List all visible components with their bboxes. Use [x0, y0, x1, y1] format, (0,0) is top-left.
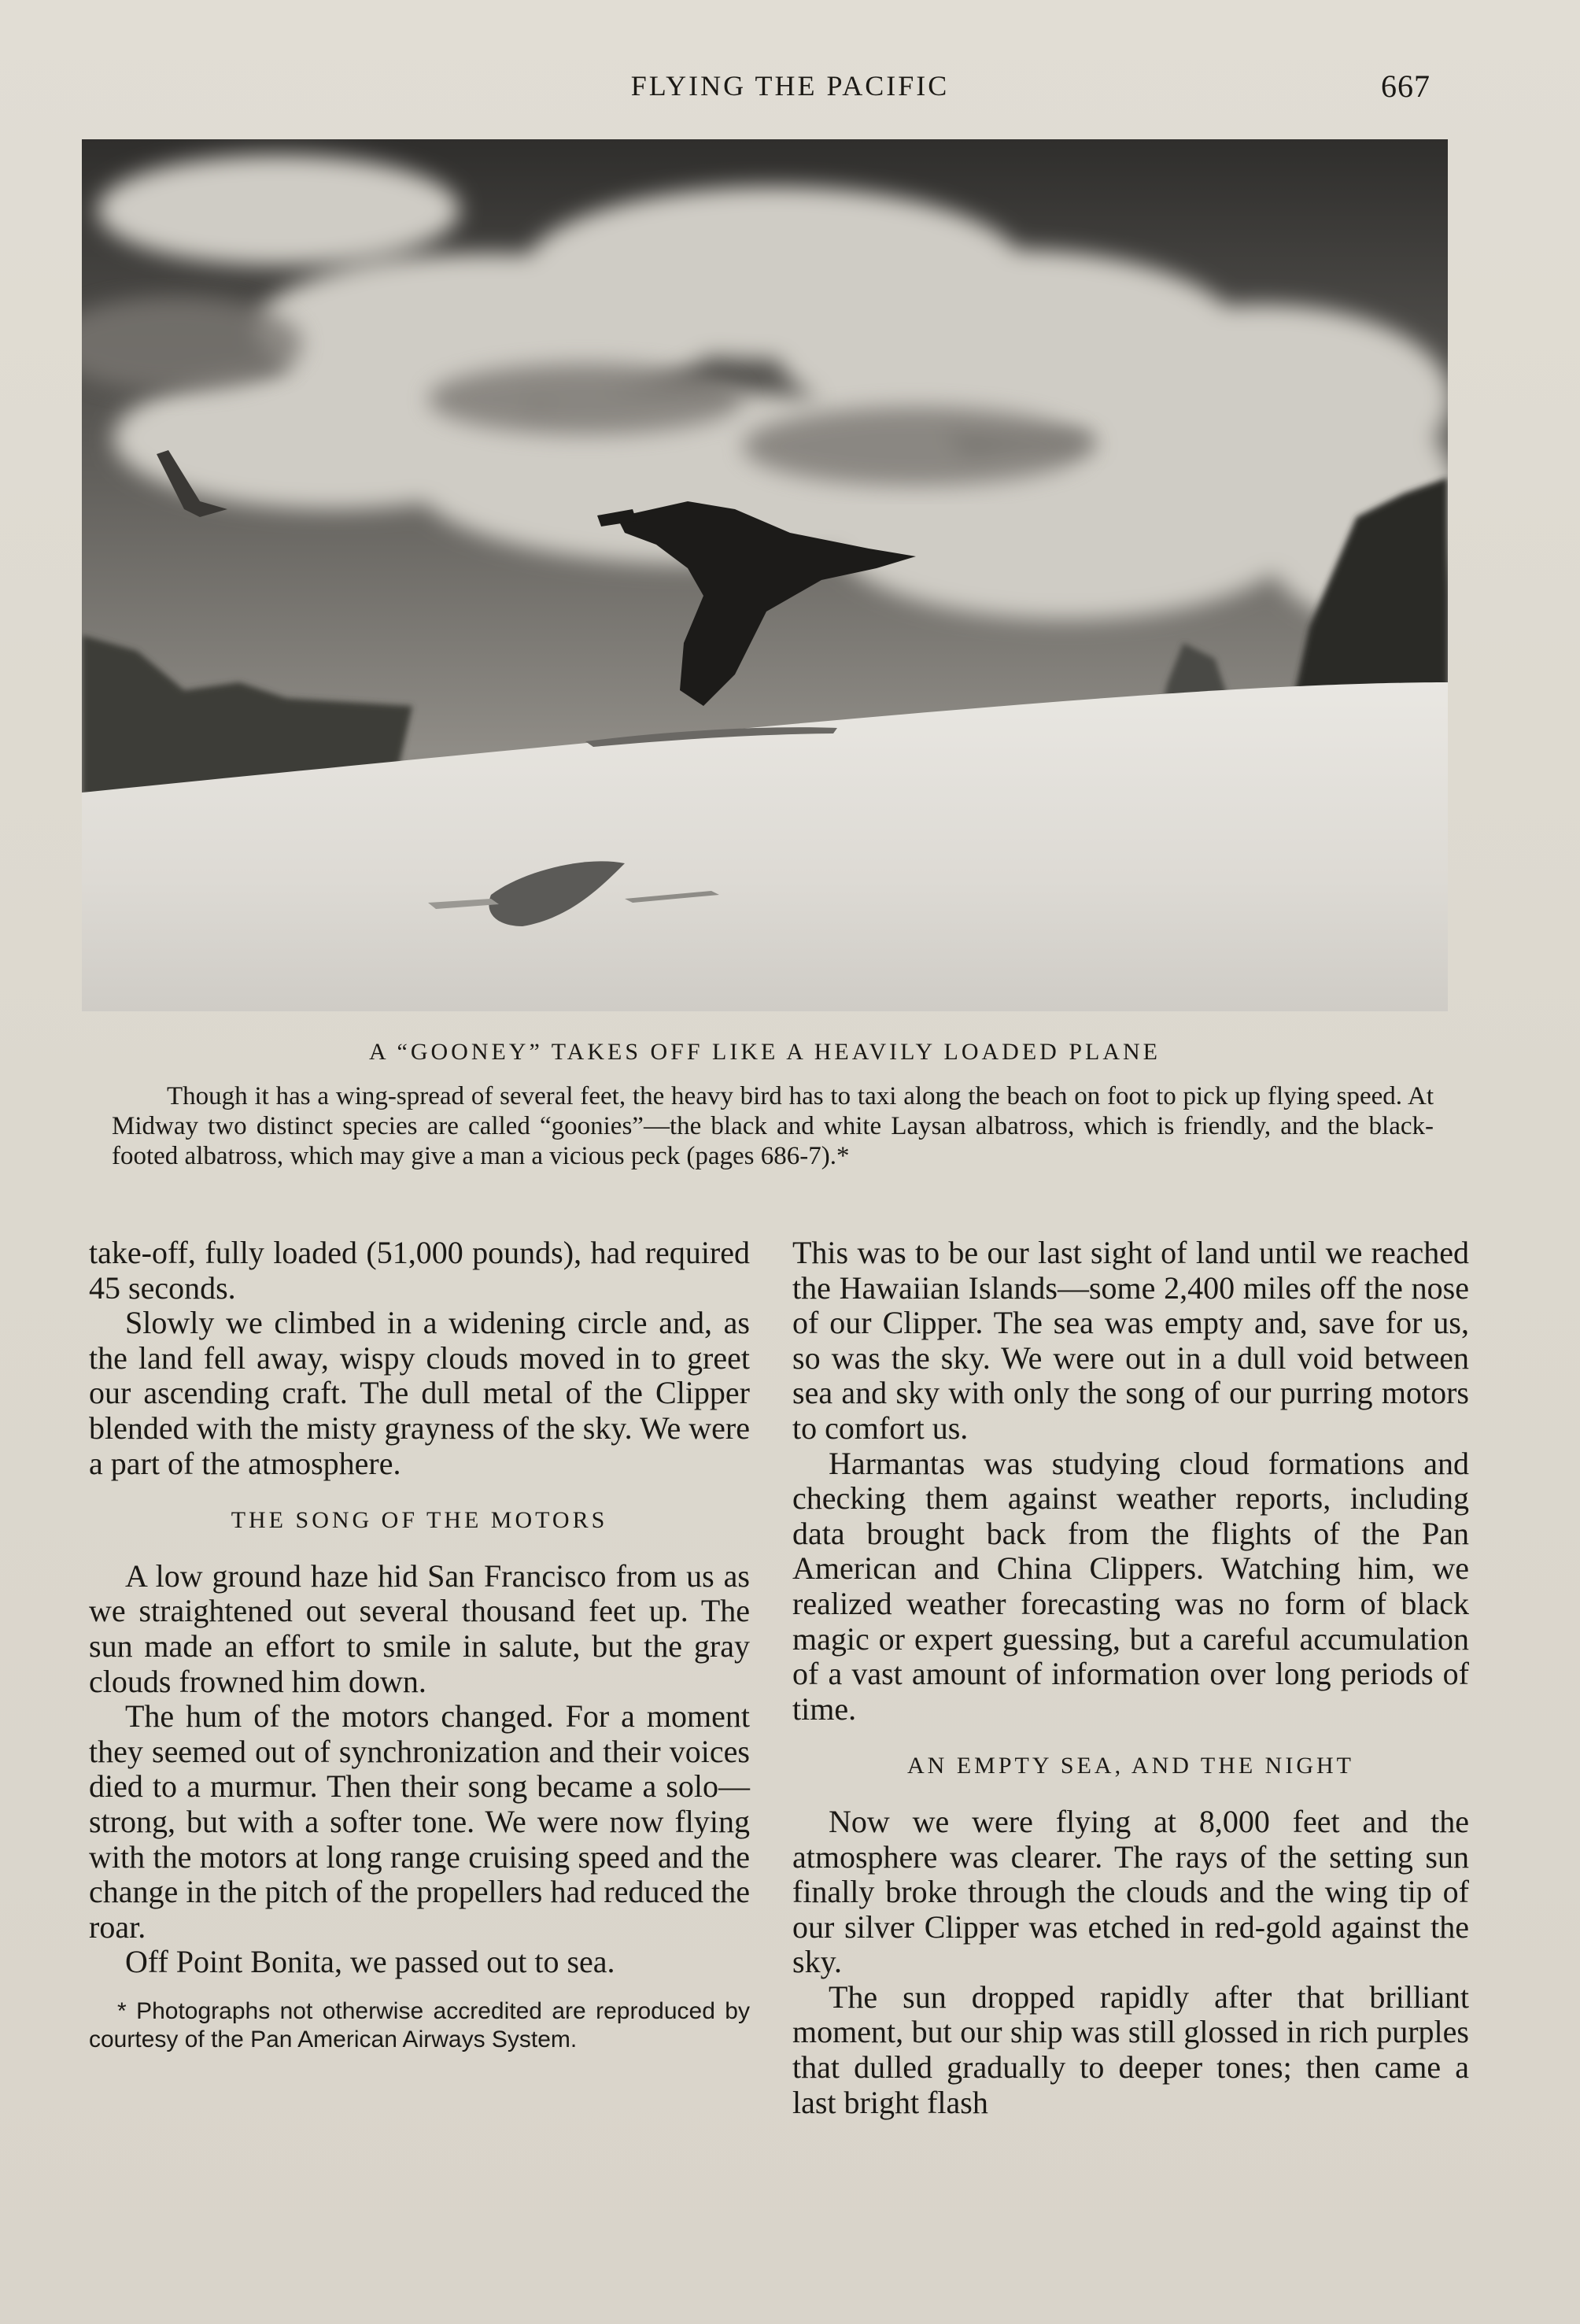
- paragraph: A low ground haze hid San Francisco from us as we straightened out several thousand feet up. The sun made an effort to smile in salute, but the gray clouds frowned him down.: [89, 1557, 750, 1699]
- caption-text: Though it has a wing-spread of several feet, the heavy bird has to taxi along the beach on foot to pick up flying speed. At Midway two distinct species are called “goonies”—the black and white Laysan albatross, which is friendly, and the black-footed albatross, which may give a man a vicious peck (pages 686-7).*: [112, 1082, 1434, 1170]
- section-heading: AN EMPTY SEA, AND THE NIGHT: [907, 1753, 1354, 1779]
- footnote: * Photographs not otherwise accredited are reproduced by courtesy of the Pan American Airways System.: [89, 1997, 750, 2052]
- paragraph: Off Point Bonita, we passed out to sea.: [125, 1944, 615, 1980]
- page-number: 667: [1381, 68, 1430, 104]
- paragraph: The sun dropped rapidly after that brilliant moment, but our ship was still glossed in rich purples that dulled gradually to deeper tones; then came a last bright flash: [792, 1979, 1469, 2120]
- paragraph: Slowly we climbed in a widening circle and, as the land fell away, wispy clouds moved in to greet our ascending craft. The dull metal of the Clipper blended with the misty grayness of the sky. We were a part of the atmosphere.: [89, 1305, 750, 1481]
- albatross-takeoff-image: [82, 139, 1448, 1011]
- left-column: [89, 1236, 750, 2054]
- figure-caption-body: [112, 1081, 1434, 1171]
- running-head: FLYING THE PACIFIC: [630, 70, 950, 102]
- right-column: [792, 1236, 1469, 2120]
- paragraph: The hum of the motors changed. For a moment they seemed out of synchronization and their voices died to a murmur. Then their song became a solo—strong, but with a softer tone. We were now flying with the motors at long range cruising speed and the change in the pitch of the propellers had reduced the roar.: [89, 1698, 750, 1945]
- paragraph: This was to be our last sight of land until we reached the Hawaiian Islands—some 2,400 miles off the nose of our Clipper. The sea was empty and, save for us, so was the sky. We were out in a dull void between sea and sky with only the song of our purring motors to comfort us.: [792, 1235, 1469, 1446]
- gooney-bird-photo: [82, 139, 1448, 1011]
- figure-caption-title: A “GOONEY” TAKES OFF LIKE A HEAVILY LOADED PLANE: [369, 1039, 1161, 1065]
- paragraph: Harmantas was studying cloud formations and checking them against weather reports, including data brought back from the flights of the Pan American and China Clippers. Watching him, we realized weather forecasting was no form of black magic or expert guessing, but a careful accumulation of a vast amount of information over long periods of time.: [792, 1445, 1469, 1727]
- section-heading: THE SONG OF THE MOTORS: [231, 1507, 608, 1534]
- paragraph: Now we were flying at 8,000 feet and the atmosphere was clearer. The rays of the setting sun finally broke through the clouds and the wing tip of our silver Clipper was etched in red-gold against the sky.: [792, 1803, 1469, 1980]
- paragraph: take-off, fully loaded (51,000 pounds), had required 45 seconds.: [89, 1235, 750, 1306]
